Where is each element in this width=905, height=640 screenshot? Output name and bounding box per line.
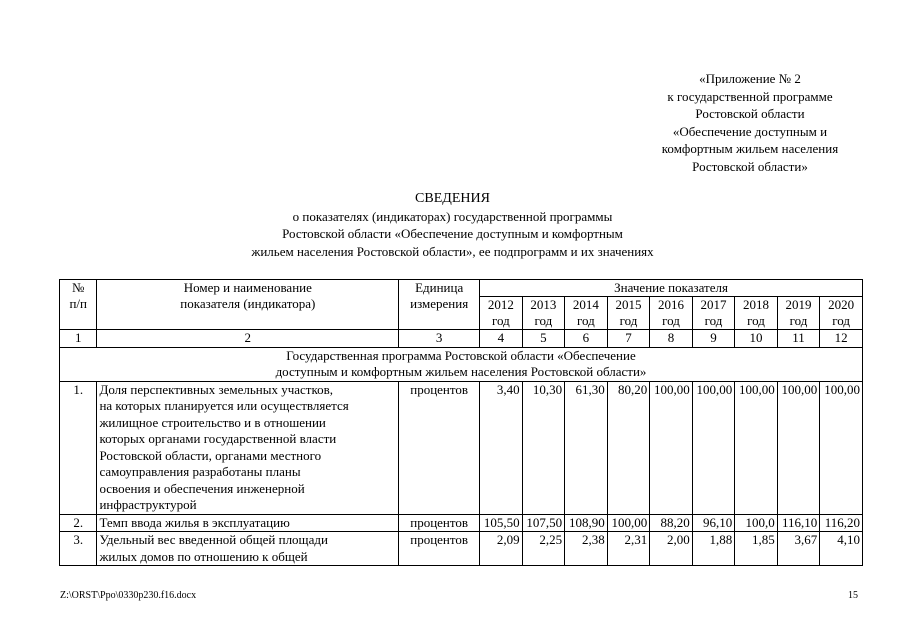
- value-cell: 100,00: [607, 514, 650, 532]
- year-cell: 2020 год: [820, 297, 863, 330]
- column-number-cell: 9: [692, 330, 735, 348]
- header-num-line: п/п: [69, 296, 87, 311]
- year-cell: 2012 год: [480, 297, 523, 330]
- column-number-cell: 3: [399, 330, 480, 348]
- title-line: СВЕДЕНИЯ: [415, 191, 490, 206]
- column-number-cell: 6: [565, 330, 608, 348]
- row-number: 1.: [60, 381, 97, 514]
- header-unit-line: измерения: [410, 296, 469, 311]
- value-cell: 116,10: [777, 514, 820, 532]
- header-num-cell: [60, 280, 97, 330]
- appendix-line: комфортным жильем населения: [661, 141, 839, 156]
- title-line: жильем населения Ростовской области», ее подпрограмм и их значениях: [251, 243, 654, 259]
- value-cell: 100,00: [820, 381, 863, 514]
- value-cell: 2,00: [650, 532, 693, 566]
- row-number: 2.: [60, 514, 97, 532]
- column-number-cell: 8: [650, 330, 693, 348]
- section-title-cell: [60, 347, 863, 381]
- indicators-table: [59, 279, 863, 566]
- value-cell: 1,85: [735, 532, 778, 566]
- appendix-line: к государственной программе: [667, 88, 833, 104]
- value-cell: 116,20: [820, 514, 863, 532]
- value-cell: 105,50: [480, 514, 523, 532]
- appendix-line: Ростовской области»: [692, 158, 808, 174]
- value-cell: 108,90: [565, 514, 608, 532]
- section-title-line: Государственная программа Ростовской области «Обеспечение: [286, 347, 636, 363]
- value-cell: 61,30: [565, 381, 608, 514]
- year-cell: 2017 год: [692, 297, 735, 330]
- column-number-cell: 1: [60, 330, 97, 348]
- column-number-cell: 5: [522, 330, 565, 348]
- unit-cell: процентов: [399, 514, 480, 532]
- footer-file-path: Z:\ORST\Ppo\0330p230.f16.docx: [60, 590, 197, 601]
- value-cell: 2,38: [565, 532, 608, 566]
- row-number: 3.: [60, 532, 97, 566]
- column-number-cell: 7: [607, 330, 650, 348]
- title-line: о показателях (индикаторах) государственной программы: [292, 208, 613, 224]
- appendix-line: Ростовской области: [695, 106, 805, 121]
- unit-cell: процентов: [399, 532, 480, 566]
- table-header-row: [60, 280, 863, 297]
- table-row: [60, 532, 863, 566]
- appendix-line: «Приложение № 2: [699, 71, 801, 86]
- title-line: Ростовской области «Обеспечение доступным и комфортным: [282, 226, 623, 241]
- value-cell: 96,10: [692, 514, 735, 532]
- column-number-cell: 4: [480, 330, 523, 348]
- column-number-cell: 12: [820, 330, 863, 348]
- table-row: [60, 514, 863, 532]
- unit-cell: процентов: [399, 381, 480, 514]
- value-cell: 100,00: [650, 381, 693, 514]
- header-num-line: №: [72, 280, 85, 295]
- value-cell: 4,10: [820, 532, 863, 566]
- value-cell: 100,00: [735, 381, 778, 514]
- column-number-cell: 10: [735, 330, 778, 348]
- header-unit-line: Единица: [415, 280, 464, 295]
- appendix-note: [625, 70, 875, 175]
- header-name-line: показателя (индикатора): [180, 296, 316, 311]
- value-cell: 80,20: [607, 381, 650, 514]
- indicator-name: Удельный вес введенной общей площади жилых домов по отношению к общей: [97, 532, 399, 566]
- section-title-line: доступным и комфортным жильем населения Ростовской области»: [275, 364, 647, 379]
- value-cell: 2,09: [480, 532, 523, 566]
- value-cell: 100,0: [735, 514, 778, 532]
- year-cell: 2013 год: [522, 297, 565, 330]
- column-number-cell: 2: [97, 330, 399, 348]
- year-cell: 2014 год: [565, 297, 608, 330]
- year-cell: 2016 год: [650, 297, 693, 330]
- column-number-cell: 11: [777, 330, 820, 348]
- appendix-line: «Обеспечение доступным и: [672, 123, 828, 139]
- value-cell: 2,31: [607, 532, 650, 566]
- section-row: [60, 347, 863, 381]
- table-row: [60, 381, 863, 514]
- year-cell: 2018 год: [735, 297, 778, 330]
- document-title: [150, 190, 755, 260]
- value-cell: 107,50: [522, 514, 565, 532]
- value-cell: 3,40: [480, 381, 523, 514]
- value-cell: 2,25: [522, 532, 565, 566]
- header-name-line: Номер и наименование: [183, 280, 312, 295]
- header-name-cell: [97, 280, 399, 330]
- year-cell: 2015 год: [607, 297, 650, 330]
- value-cell: 88,20: [650, 514, 693, 532]
- value-cell: 10,30: [522, 381, 565, 514]
- value-cell: 100,00: [777, 381, 820, 514]
- value-cell: 3,67: [777, 532, 820, 566]
- value-cell: 100,00: [692, 381, 735, 514]
- column-numbers-row: [60, 330, 863, 348]
- indicator-name: Доля перспективных земельных участков, на которых планируется или осуществляется жилищное строительство и в отношении которых органами государственной власти Ростовской области, органами местного самоуправления разработаны планы освоения и обеспечения инженерной инфраструктурой: [97, 381, 399, 514]
- value-cell: 1,88: [692, 532, 735, 566]
- header-unit-cell: [399, 280, 480, 330]
- header-value-cell: Значение показателя: [480, 280, 863, 297]
- year-cell: 2019 год: [777, 297, 820, 330]
- page-number: 15: [848, 590, 858, 601]
- indicator-name: Темп ввода жилья в эксплуатацию: [97, 514, 399, 532]
